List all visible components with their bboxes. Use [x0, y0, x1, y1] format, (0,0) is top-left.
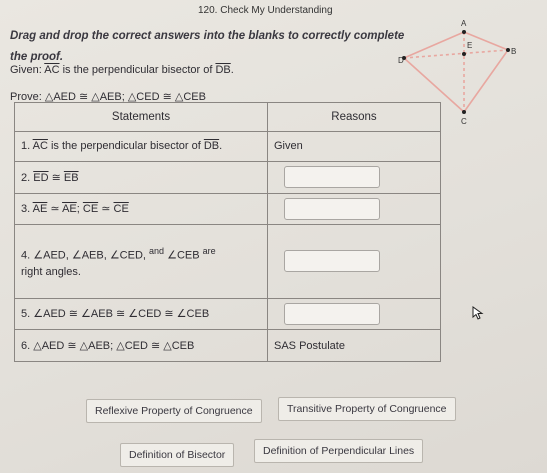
point-c: [462, 110, 466, 114]
statement-number: 2.: [21, 171, 31, 184]
proof-table-header-row: [15, 103, 441, 132]
reason-2: [268, 161, 441, 193]
statement-6: [15, 330, 268, 362]
given-segment-db: $\overline{DB}$: [215, 64, 231, 76]
reason-3: [268, 193, 441, 225]
segment-ae: $\overline{AE}$: [62, 203, 77, 216]
point-e: [462, 52, 466, 56]
statement-text: ∠AED ≅ ∠AEB ≅ ∠CED ≅ ∠CEB: [33, 308, 210, 321]
statement-number: 5.: [21, 308, 31, 321]
statement-number: 6.: [21, 340, 31, 353]
congruent-symbol: ≅: [48, 171, 64, 184]
congruent-symbol: ≃: [47, 203, 63, 216]
label-d: D: [398, 56, 404, 65]
statement-number: 4.: [21, 249, 31, 262]
prove-label: Prove:: [10, 91, 42, 103]
segment-ac: $\overline{AC}$: [32, 140, 48, 153]
statement-2: [15, 161, 268, 193]
given-statement: [10, 64, 234, 76]
page-header: 120. Check My Understanding: [198, 5, 333, 16]
statement-3: [15, 193, 268, 225]
point-a: [462, 30, 466, 34]
reason-4: [268, 225, 441, 298]
segment-ed: $\overline{ED}$: [33, 171, 49, 184]
segment-ae: $\overline{AE}$: [32, 203, 48, 216]
given-segment-ac: $\overline{AC}$: [44, 64, 60, 76]
statement-text: right angles.: [21, 265, 81, 278]
segment-ce: $\overline{CE}$: [113, 203, 129, 216]
answer-blank-2[interactable]: [284, 166, 380, 188]
separator: ;: [76, 203, 83, 216]
statement-4: [15, 225, 268, 298]
proof-table: [14, 102, 441, 362]
given-end: .: [230, 64, 234, 76]
table-row: [15, 161, 441, 193]
cursor-icon: [472, 306, 484, 320]
answer-blank-4[interactable]: [284, 250, 380, 272]
reason-1: Given: [268, 132, 441, 162]
answer-blank-3[interactable]: [284, 198, 380, 220]
statement-text: are: [202, 246, 216, 257]
congruent-symbol: ≃: [98, 203, 114, 216]
given-mid-text: is the perpendicular bisector of: [59, 64, 216, 76]
statement-number: 3.: [21, 203, 31, 216]
option-definition-of-bisector[interactable]: Definition of Bisector: [120, 443, 234, 467]
point-b: [506, 48, 510, 52]
label-c: C: [461, 117, 467, 126]
table-row: [15, 225, 441, 298]
given-label: Given:: [10, 64, 42, 76]
reason-6: SAS Postulate: [268, 330, 441, 362]
option-reflexive-property[interactable]: Reflexive Property of Congruence: [86, 399, 262, 423]
table-row: [15, 193, 441, 225]
statement-text: is the perpendicular bisector of: [47, 140, 204, 153]
table-row: [15, 132, 441, 162]
statement-end: .: [219, 140, 223, 153]
reasons-header: Reasons: [268, 103, 441, 132]
statement-text: ∠AED, ∠AEB, ∠CED,: [33, 249, 146, 262]
table-row: [15, 330, 441, 362]
kite-diagram: [398, 18, 526, 128]
statement-text: ∠CEB: [167, 249, 200, 262]
label-e: E: [467, 41, 473, 50]
directions-text: Drag and drop the correct answers into the blanks to correctly complete the proof.: [10, 30, 405, 63]
option-definition-of-perpendicular-lines[interactable]: Definition of Perpendicular Lines: [254, 439, 423, 463]
statement-1: [15, 132, 268, 162]
statement-text: and: [149, 246, 165, 257]
prove-text: △AED ≅ △AEB; △CED ≅ △CEB: [44, 91, 206, 103]
statement-text: △AED ≅ △AEB; △CED ≅ △CEB: [33, 340, 195, 353]
answer-blank-5[interactable]: [284, 303, 380, 325]
statement-5: [15, 298, 268, 330]
statement-number: 1.: [21, 140, 31, 153]
segment-eb: $\overline{EB}$: [63, 171, 79, 184]
option-transitive-property[interactable]: Transitive Property of Congruence: [278, 397, 456, 421]
reason-5: [268, 298, 441, 330]
segment-db: $\overline{DB}$: [203, 140, 220, 153]
statements-header: Statements: [15, 103, 268, 132]
label-a: A: [461, 19, 467, 28]
segment-ce: $\overline{CE}$: [82, 203, 99, 216]
label-b: B: [511, 47, 517, 56]
table-row: [15, 298, 441, 330]
